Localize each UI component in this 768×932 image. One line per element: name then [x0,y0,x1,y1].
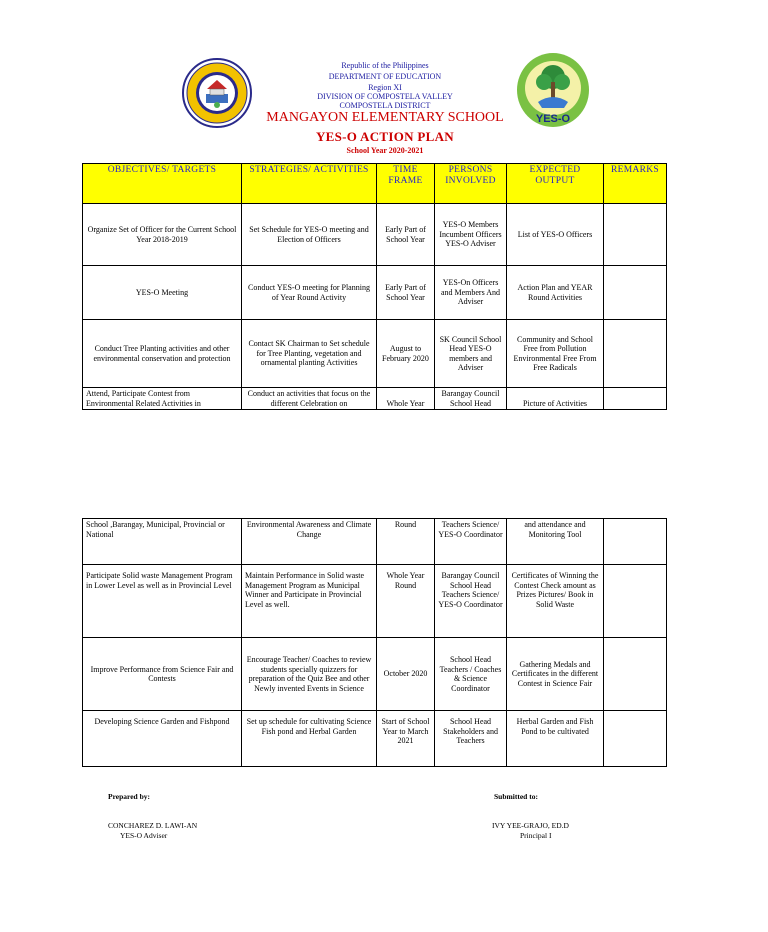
persons-cell: School Head Teachers / Coaches & Science Coordinator [435,638,507,711]
strategy-cell: Conduct YES-O meeting for Planning of Year Round Activity [242,266,377,320]
table-row [83,519,667,565]
region-label: Region XI [368,83,402,92]
objective-cell: Organize Set of Officer for the Current School Year 2018-2019 [83,204,242,266]
table-row [83,711,667,767]
persons-cell: Teachers Science/ YES-O Coordinator [435,519,507,565]
school-name: MANGAYON ELEMENTARY SCHOOL [266,110,504,125]
persons-cell: SK Council School Head YES-O members and Adviser [435,320,507,388]
plan-title: YES-O ACTION PLAN [315,129,454,144]
school-year: School Year 2020-2021 [346,146,424,155]
persons-cell: YES-O Members Incumbent Officers YES-O Adviser [435,204,507,266]
action-plan-table-page2 [82,518,667,767]
submitted-to-label: Submitted to: [494,792,538,801]
remarks-cell [604,266,667,320]
prepared-by-label: Prepared by: [108,792,151,801]
objective-cell: Attend, Participate Contest from Environmental Related Activities in [83,388,242,410]
column-header-remarks: REMARKS [604,164,667,204]
table-row [83,204,667,266]
strategy-cell: Set Schedule for YES-O meeting and Election of Officers [242,204,377,266]
remarks-cell [604,204,667,266]
time-cell: Early Part of School Year [377,266,435,320]
table-row [83,638,667,711]
time-cell: Round [377,519,435,565]
persons-cell: YES-On Officers and Members And Adviser [435,266,507,320]
time-cell: August to February 2020 [377,320,435,388]
remarks-cell [604,519,667,565]
output-cell: Gathering Medals and Certificates in the different Contest in Science Fair [507,638,604,711]
remarks-cell [604,320,667,388]
republic-label: Republic of the Philippines [341,61,429,70]
output-cell: List of YES-O Officers [507,204,604,266]
column-header-persons: PERSONS INVOLVED [435,164,507,204]
output-cell: and attendance and Monitoring Tool [507,519,604,565]
objective-cell: Participate Solid waste Management Program in Lower Level as well as in Provincial Level [83,565,242,638]
action-plan-table-page1 [82,163,667,410]
output-cell: Certificates of Winning the Contest Check amount as Prizes Pictures/ Book in Solid Waste [507,565,604,638]
output-cell: Herbal Garden and Fish Pond to be cultivated [507,711,604,767]
strategy-cell: Maintain Performance in Solid waste Management Program as Municipal Winner and Participate in Provincial Level as well. [242,565,377,638]
remarks-cell [604,388,667,410]
strategy-cell: Conduct an activities that focus on the different Celebration on [242,388,377,410]
submitted-to-title: Principal I [520,831,552,840]
objective-cell: School ,Barangay, Municipal, Provincial or National [83,519,242,565]
output-cell: Community and School Free from Pollution Environmental Free From Free Radicals [507,320,604,388]
time-cell: Early Part of School Year [377,204,435,266]
objective-cell: YES-O Meeting [83,266,242,320]
time-cell: Start of School Year to March 2021 [377,711,435,767]
remarks-cell [604,711,667,767]
time-cell: Whole Year Round [377,565,435,638]
persons-cell: Barangay Council School Head [435,388,507,410]
table-header-row [83,164,667,204]
strategy-cell: Contact SK Chairman to Set schedule for Tree Planting, vegetation and ornamental planting Activities [242,320,377,388]
strategy-cell: Environmental Awareness and Climate Change [242,519,377,565]
division-label: DIVISION OF COMPOSTELA VALLEY [317,92,453,101]
objective-cell: Developing Science Garden and Fishpond [83,711,242,767]
remarks-cell [604,638,667,711]
objective-cell: Improve Performance from Science Fair and Contests [83,638,242,711]
prepared-by-title: YES-O Adviser [120,831,168,840]
output-cell: Action Plan and YEAR Round Activities [507,266,604,320]
output-cell: Picture of Activities [507,388,604,410]
table-row [83,388,667,410]
table-row [83,266,667,320]
column-header-output: EXPECTED OUTPUT [507,164,604,204]
table-row [83,565,667,638]
column-header-strategies: STRATEGIES/ ACTIVITIES [242,164,377,204]
column-header-time-frame: TIME FRAME [377,164,435,204]
submitted-to-name: IVY YEE-GRAJO, ED.D [492,821,569,830]
district-label: COMPOSTELA DISTRICT [339,101,431,110]
column-header-objectives: OBJECTIVES/ TARGETS [83,164,242,204]
strategy-cell: Encourage Teacher/ Coaches to review students specially quizzers for preparation of the Quiz Bee and other Newly invented Events in Science [242,638,377,711]
svg-text:YES-O: YES-O [535,113,571,125]
persons-cell: School Head Stakeholders and Teachers [435,711,507,767]
objective-cell: Conduct Tree Planting activities and other environmental conservation and protection [83,320,242,388]
time-cell: Whole Year [377,388,435,410]
remarks-cell [604,565,667,638]
department-label: DEPARTMENT OF EDUCATION [328,72,442,81]
strategy-cell: Set up schedule for cultivating Science Fish pond and Herbal Garden [242,711,377,767]
persons-cell: Barangay Council School Head Teachers Science/ YES-O Coordinator [435,565,507,638]
prepared-by-name: CONCHAREZ D. LAWI-AN [108,821,198,830]
time-cell: October 2020 [377,638,435,711]
table-row [83,320,667,388]
